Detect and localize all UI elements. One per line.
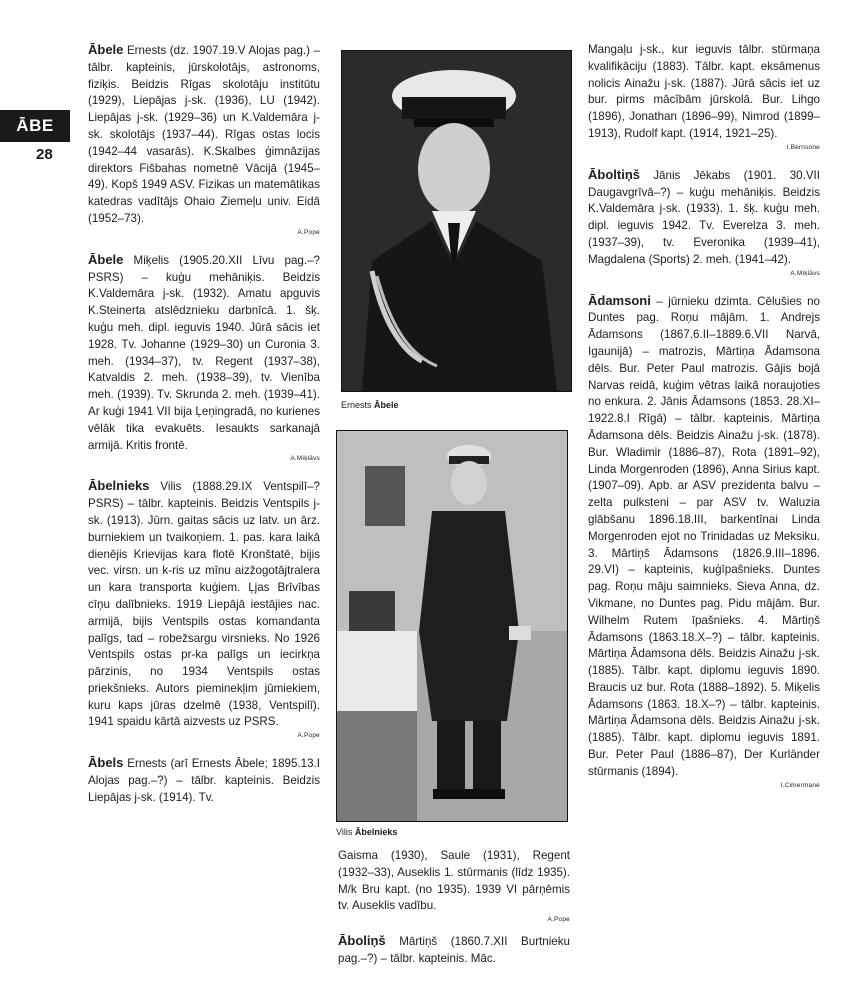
entry-headword: Ādamsoni	[588, 292, 651, 308]
portrait-illustration	[342, 51, 571, 391]
entry-text: Ernests (arī Ernests Ābele; 1895.13.I Alojas pag.–?) – tālbr. kapteinis. Beidzis Liepājas j-sk. (1914). Tv.	[88, 757, 320, 804]
entry-signature: I.Cimermane	[780, 781, 820, 789]
entry-signature: A.Miķlāvs	[290, 455, 320, 463]
entry-adamsoni	[588, 293, 820, 791]
entry-headword: Ābelnieks	[88, 478, 150, 494]
entry-text: Mārtiņš (1860.7.XII Burtnieku pag.–?) – tālbr. kapteinis. Māc.	[338, 935, 570, 965]
entry-text: Gaisma (1930), Saule (1931), Regent (1932–33), Auseklis 1. stūrmanis (līdz 1935). M/k Bru kapt. (no 1935). 1939 VI pārņēmis tv. Auseklis vadību.	[338, 849, 570, 913]
entry-abels	[88, 755, 320, 806]
entry-signature: A.Pope	[297, 732, 320, 740]
column-1	[88, 42, 320, 807]
entry-abolteins	[588, 167, 820, 279]
entry-text: Ernests (dz. 1907.19.V Alojas pag.) – tālbr. kapteinis, jūrskolotājs, astronoms, fiziķis. Beidzis Rīgas skolotāju institūtu (1929), Liepājas j-sk. (1936), LU (1942). Liepājas j-sk. (1929–36) un K.Valdemāra j-sk. skolotājs (1937–44). Rīgas ostas locis (1942–44 vasarās). K.Skalbes ģimnāzijas direktors Fišbahas nometnē Vācijā (1945–49). Kopš 1949 ASV. Fizikas un matemātikas katedras vadītājs Ohaio Ziemeļu univ. Eidā (1952–73).	[88, 44, 320, 225]
entry-signature: A.Pope	[547, 916, 570, 924]
entry-abolins-continued	[588, 42, 820, 153]
entry-text: Miķelis (1905.20.XII Līvu pag.–? PSRS) – kuģu mehāniķis. Beidzis K.Valdemāra j-sk. (1932). Amatu apguvis K.Steinerta atslēdznieku darbnīcā. 1. šķ. kuģu meh. dipl. ieguvis 1940. Jūrā sācis iet 1928. Tv. Johanne (1929–30) un Curonia 3. meh. (1934–37), tv. Regent (1937–38), Katvaldis 2. meh. (1938–39), tv. Vienība meh. (1939). Tv. Skrunda 2. meh. (1939–41). Ar kuģi 1941 VII bija Ļeņingradā, no kurienes vēlāk tika evakuēts. Iesaukts sarkanajā armijā. Kritis frontē.	[88, 253, 320, 452]
photo-caption-surname: Ābele	[374, 400, 399, 410]
entry-headword: Āboltiņš	[588, 166, 640, 182]
entry-headword: Ābels	[88, 755, 124, 771]
photo-caption-first-name: Ernests	[341, 400, 375, 410]
photo-caption	[336, 827, 397, 837]
entry-headword: Āboliņš	[338, 933, 386, 949]
column-3	[588, 42, 820, 791]
entry-abele-mikelis	[88, 252, 320, 465]
entry-text: Jānis Jēkabs (1901. 30.VII Daugavgrīvā–?) – kuģu mehāniķis. Beidzis K.Valdemāra j-sk. (1933). 1. šķ. kuģu meh. dipl. ieguvis 1942. Tv. Everelza 3. meh. (1937–39), tv. Everonika (1939–41), Magdalena (Sports) 2. meh. (1941–42).	[588, 168, 820, 266]
column-2	[338, 848, 570, 968]
entry-signature: A.Miķlāvs	[790, 269, 820, 277]
photo-caption-first-name: Vilis	[336, 827, 355, 837]
entry-headword: Ābele	[88, 251, 124, 267]
entry-abolins	[338, 933, 570, 968]
entry-text: – jūrnieku dzimta. Cēlušies no Duntes pag. Roņu mājām. 1. Andrejs Ādamsons (1867.6.II–1889.6.VII Narvā, Igaunijā) – matrozis, Mārtiņa Ādamsona dēls. Bur. Peter Paul matrozis. Gājis bojā Narvas reidā, kuģim vētras laikā noraujoties no enkura. 2. Jānis Ādamsons (1853. 28.XI–1922.8.I Rīgā) – tālbr. kapteinis. Mārtiņa Ādamsona dēls. Beidzis Ainažu j-sk. (1878). Bur. Wladimir (1886–87), Rota (1891–92), Linda Morgenroden (1896), Anna Sirius kapt. (1907–09). Apb. ar ASV prezidenta balvu – zelta pulksteni – par ASV tv. Waluzia glābšanu 1896.18.III, barkentīnai Linda Morgenroden ejot no Trinidadas uz Meksiku. 3. Mārtiņš Ādamsons (1826.9.III–1896. 29.VI) – kapteinis, kuģīpašnieks. Duntes pag. Roņu māju saimnieks. Sieva Anna, dz. Vikmane, no Duntes pag. Pidu mājām. Bur. Wilhelm Rutem īpašnieks. 4. Mārtiņš Ādamsons (1863.18.X–?) – tālbr. kapteinis. Mārtiņa Ādamsona dēls. Beidzis Ainažu j-sk. (1885). Tālbr. kapt. diplomu ieguvis 1890. Braucis uz bur. Rota (1888–1892). 5. Miķelis Ādamsons (1863. 18.X–?) – tālbr. kapteinis. Mārtiņa Ādamsona dēls. Beidzis Ainažu j-sk. (1885). Tālbr. kapt. diplomu ieguvis 1891. Bur. Peter Paul (1886–87), Der Kurländer stūrmanis (1894).	[588, 294, 820, 778]
page-number: 28	[36, 146, 53, 163]
entry-text: Mangaļu j-sk., kur ieguvis tālbr. stūrmaņa kvalifikāciju (1883). Tālbr. kapt. eksāmenus nolicis Ainažu j-sk. (1887). Jūrā sācis iet uz bur. pirms mācībām jūrskolā. Bur. Lihgo (1896), Jonathan (1896–99), Nimrod (1899–1913), Rudolf kapt. (1914, 1921–25).	[588, 43, 820, 140]
entry-abels-continued	[338, 848, 570, 925]
photo-caption-surname: Ābelnieks	[354, 827, 398, 837]
portrait-photo-ernests-abele	[341, 50, 572, 392]
portrait-photo-vilis-abelnieks	[336, 430, 568, 822]
entry-signature: A.Pope	[297, 228, 320, 236]
entry-signature: I.Bernsone	[786, 143, 820, 151]
section-tab: ĀBE	[0, 110, 70, 142]
entry-text: Vilis (1888.29.IX Ventspilī–? PSRS) – tālbr. kapteinis. Beidzis Ventspils j-sk. (1913). Jūrn. gaitas sācis uz latv. un ārz. burniekiem un tvaikoņiem. 1. pas. kara laikā dienējis Krievijas kara flotē Kronštatē, bijis vec. virsn. un k-ris uz mīnu aizžogotājtralera un kara transporta kuģiem. Ļjas Brīvības cīņu dalībnieks. 1919 Liepājā iestājies nac. armijā, bijis Ventspils ostas komandanta palīgs, tad – robežsargu virsnieks. No 1926 Ventspils ostas pr-ka palīgs un iecirkņa pārzinis, no 1934 Ventspils ostas priekšnieks. Autors pieminekļim jūmiekiem, kuru kaps jūras dzelmē (1938, Ventspilī). 1941 spaidu kārtā aizvests uz PSRS.	[88, 480, 320, 729]
photo-caption	[341, 400, 399, 410]
full-figure-illustration	[337, 431, 567, 821]
entry-headword: Ābele	[88, 42, 124, 57]
entry-abelnieks	[88, 478, 320, 741]
entry-abele-ernests	[88, 42, 320, 238]
